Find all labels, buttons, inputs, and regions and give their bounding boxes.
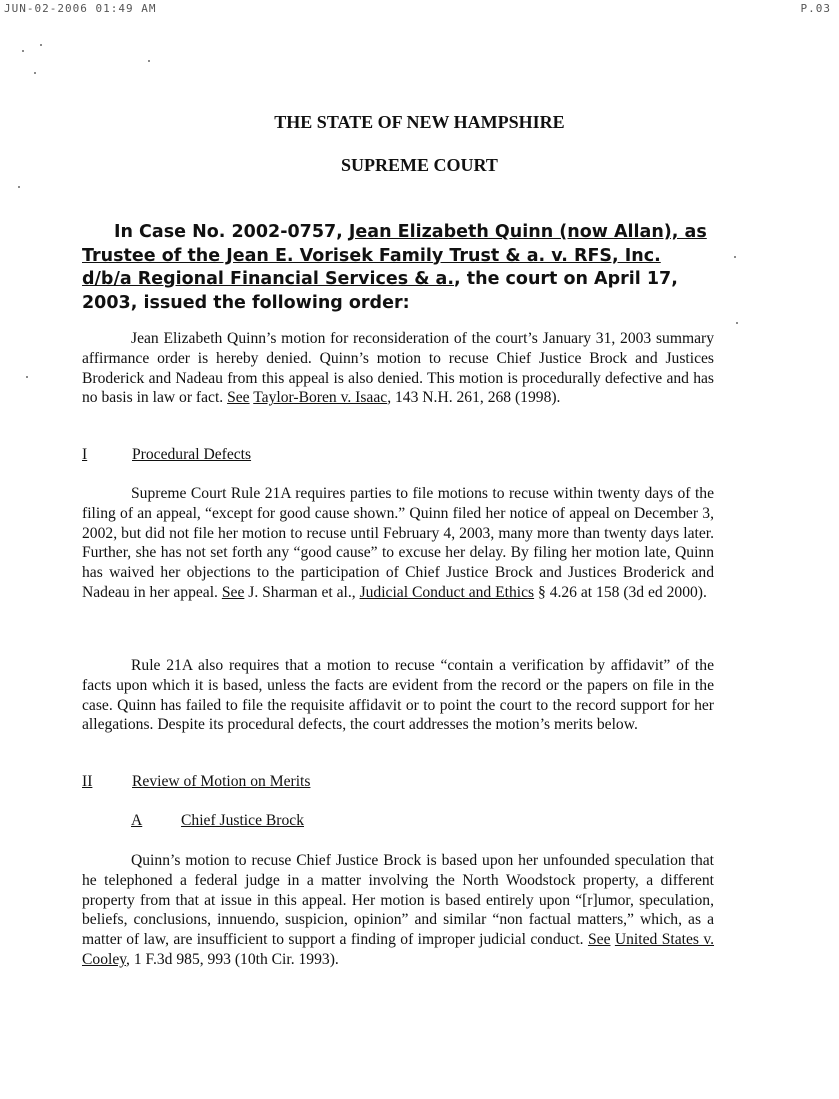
- scan-speck: [148, 60, 150, 62]
- citation-case-name: Taylor-Boren v. Isaac: [253, 389, 388, 407]
- citation-treatise-name: Judicial Conduct and Ethics: [359, 583, 535, 601]
- section-number: I: [82, 446, 88, 463]
- section-number: II: [82, 773, 93, 790]
- paragraph-chief-justice-brock: [82, 851, 714, 970]
- paragraph-text: Supreme Court Rule 21A requires parties to file motions to recuse within twenty days of the filing of an appeal, “except for good cause shown.” Quinn filed her notice of appeal on December 3, 2002, but did not file her motion to recuse until February 4, 2003, many more than twenty days later. Further, she has not set forth any “good cause” to excuse her delay. By filing her motion late, Quinn has waived her objections to the participation of Chief Justice Brock and Justices Broderick and Nadeau in her appeal.: [82, 485, 714, 601]
- scan-speck: [40, 44, 42, 46]
- case-suffix: , the court on April 17, 2003, issued the following order:: [82, 269, 678, 313]
- paragraph-rule-21a-affidavit: [82, 656, 714, 735]
- scan-speck: [34, 72, 36, 74]
- signal-see: See: [221, 583, 245, 601]
- subsection-letter: A: [131, 812, 143, 829]
- section-label: Review of Motion on Merits: [132, 773, 311, 790]
- fax-header-left: JUN-02-2006 01:49 AM: [4, 2, 157, 15]
- subsection-label: Chief Justice Brock: [181, 812, 304, 829]
- section-label: Procedural Defects: [132, 446, 252, 463]
- signal-see: See: [587, 931, 611, 949]
- subsection-heading-chief-justice: [131, 812, 304, 830]
- citation-section: § 4.26 at 158 (3d ed 2000).: [534, 583, 707, 601]
- citation-author: J. Sharman et al.,: [244, 583, 360, 601]
- scan-speck: [18, 186, 20, 188]
- scan-speck: [736, 322, 738, 324]
- section-heading-procedural-defects: [82, 446, 251, 464]
- paragraph-rule-21a-timing: [82, 484, 714, 603]
- scan-speck: [734, 256, 736, 258]
- case-caption: Jean Elizabeth Quinn (now Allan), as Trustee of the Jean E. Vorisek Family Trust & a. v. RFS, Inc. d/b/a Regional Financial Services & a.: [82, 222, 707, 289]
- scan-speck: [22, 50, 24, 52]
- paragraph-text: Jean Elizabeth Quinn’s motion for reconsideration of the court’s January 31, 2003 summary affirmance order is hereby denied. Quinn’s motion to recuse Chief Justice Brock and Justices Broderick and Nadeau from this appeal is also denied. This motion is procedurally defective and has no basis in law or fact.: [82, 330, 714, 407]
- signal-see: See: [227, 389, 250, 407]
- citation-reporter: , 143 N.H. 261, 268 (1998).: [387, 389, 561, 407]
- section-heading-merits: [82, 773, 310, 791]
- case-heading: [82, 221, 714, 315]
- paragraph-motion-denied: [82, 329, 714, 408]
- citation-reporter: , 1 F.3d 985, 993 (10th Cir. 1993).: [126, 950, 339, 968]
- document-subtitle: SUPREME COURT: [341, 155, 498, 175]
- document-title: THE STATE OF NEW HAMPSHIRE: [274, 112, 565, 132]
- scan-speck: [26, 376, 28, 378]
- fax-header-right: P.03: [800, 2, 831, 15]
- paragraph-text: Quinn’s motion to recuse Chief Justice Brock is based upon her unfounded speculation that he telephoned a federal judge in a matter involving the North Woodstock property, a different property from that at issue in this appeal. Her motion is based entirely upon “[r]umor, speculation, beliefs, conclusions, innuendo, suspicion, opinion” and similar “non factual matters,” which, as a matter of law, are insufficient to support a finding of improper judicial conduct.: [82, 852, 714, 949]
- case-prefix: In Case No. 2002-0757,: [114, 222, 349, 242]
- paragraph-text: Rule 21A also requires that a motion to recuse “contain a verification by affidavit” of the facts upon which it is based, unless the facts are evident from the record or the papers on file in the case. Quinn has failed to file the requisite affidavit or to point the court to the record support for her allegations. Despite its procedural defects, the court addresses the motion’s merits below.: [82, 657, 714, 734]
- citation-case-name: United States v. Cooley: [82, 931, 715, 968]
